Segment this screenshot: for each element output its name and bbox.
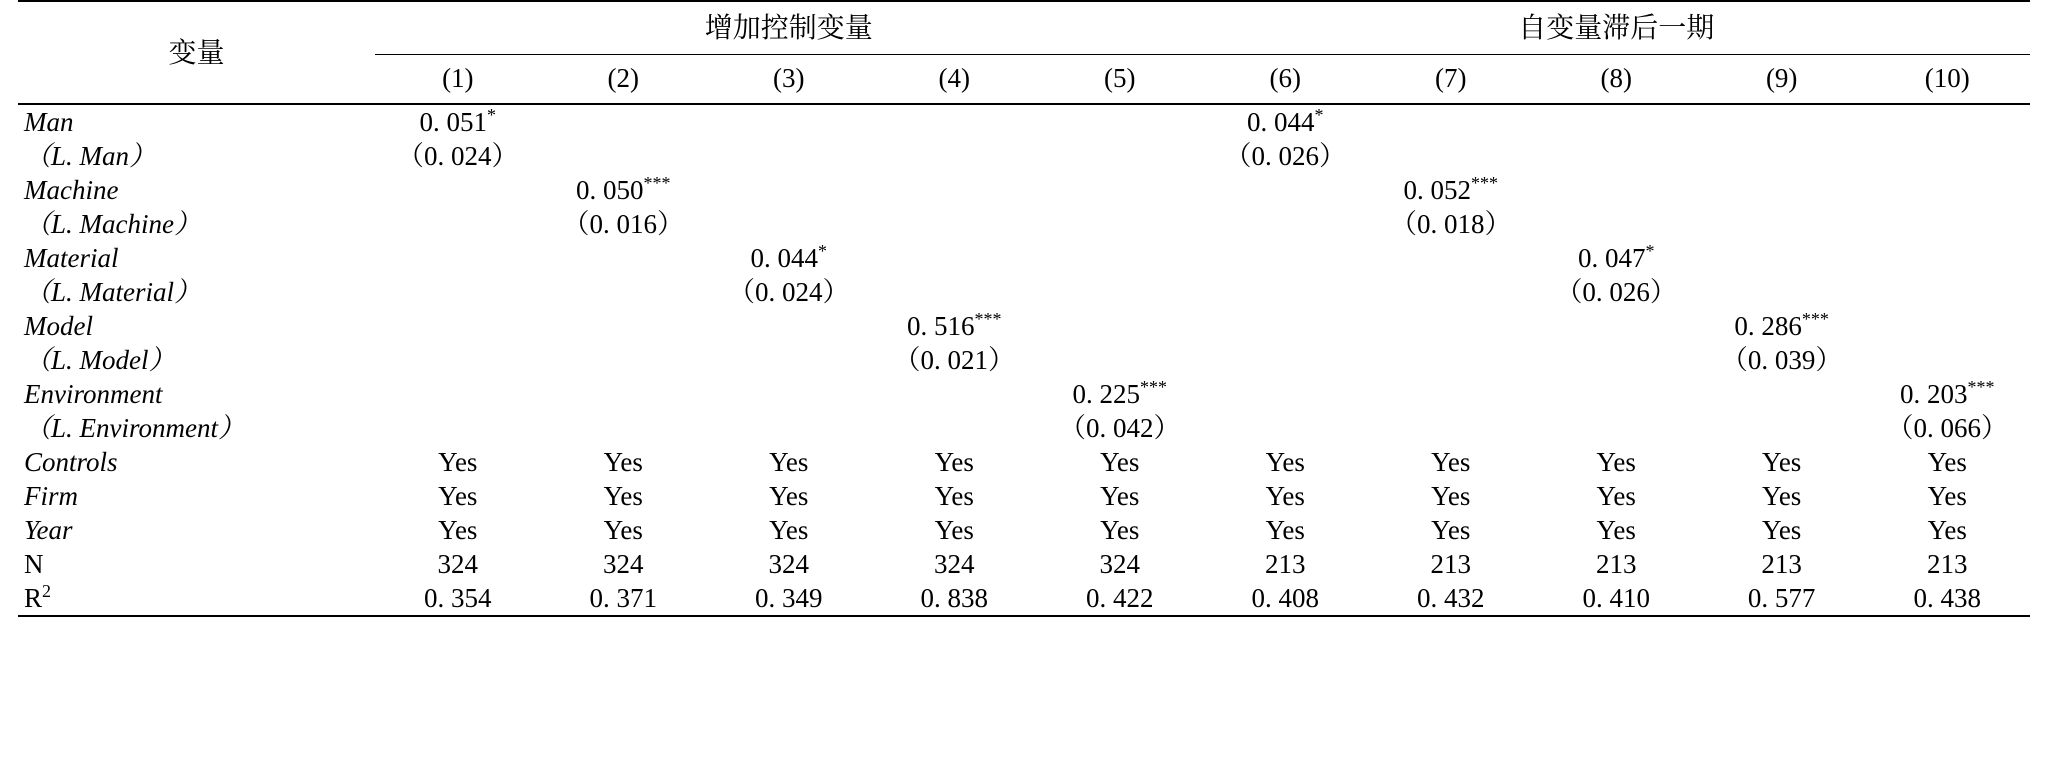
table-cell [375,377,540,411]
row-label: （L. Model） [24,344,176,375]
table-cell [1368,411,1533,445]
table-cell [1699,241,1864,275]
table-cell [541,411,706,445]
table-cell [1368,104,1533,139]
table-cell: Yes [769,514,809,545]
table-cell [541,241,706,275]
table-cell: 0. 349 [755,582,823,613]
table-cell [1699,275,1864,309]
column-number-7: (7) [1434,63,1467,94]
table-cell [1202,411,1367,445]
table-cell [1037,343,1202,377]
row-label: $R^2$ [24,580,52,613]
table-cell: Yes [1431,446,1471,477]
table-row [18,445,2030,479]
table-cell: 213 [1264,548,1306,579]
table-cell: Yes [1927,446,1967,477]
row-label: Man [18,104,375,139]
column-number-1: (1) [442,63,474,94]
rule-segment [1202,616,1367,617]
table-cell [1864,207,2030,241]
table-cell: Yes [1762,446,1802,477]
table-bottom-rule [18,616,2030,617]
table-body [18,104,2030,617]
rule-segment [706,616,871,617]
rule-segment [1699,616,1864,617]
table-cell [706,309,871,343]
table-cell [872,173,1037,207]
table-row [18,207,2030,241]
table-row [18,547,2030,581]
rule-segment [872,616,1037,617]
table-cell [1368,309,1533,343]
table-cell [706,104,871,139]
table-cell [1368,241,1533,275]
column-number-3: (3) [773,63,805,94]
table-cell [1037,104,1202,139]
table-cell [1699,377,1864,411]
table-cell [1533,173,1698,207]
regression-table [18,0,2030,617]
table-cell [872,104,1037,139]
column-number-8: (8) [1600,63,1632,94]
table-cell: Yes [438,514,478,545]
column-number-2: (2) [607,63,640,94]
rule-segment [1037,616,1202,617]
table-cell: Yes [603,480,643,511]
table-cell: （0. 039） [1720,344,1843,375]
table-row [18,104,2030,139]
table-cell: 0. 838 [920,582,988,613]
table-cell [1368,377,1533,411]
table-cell [706,343,871,377]
table-cell [1699,104,1864,139]
table-cell: Yes [1927,480,1967,511]
table-cell: （0. 024） [397,140,519,171]
row-label: （L. Man） [24,140,157,171]
table-cell [872,139,1037,173]
table-cell: Yes [1431,514,1471,545]
table-cell [541,139,706,173]
table-cell [706,377,871,411]
table-cell [1864,343,2030,377]
table-cell: Yes [934,446,974,477]
table-cell: Yes [603,446,643,477]
table-cell: 213 [1926,548,1968,579]
table-cell [1533,139,1698,173]
table-cell: 0. 225*** [1072,376,1167,409]
table-row [18,343,2030,377]
table-cell [1202,309,1367,343]
rule-segment [375,616,540,617]
table-cell [375,309,540,343]
table-cell: 213 [1430,548,1471,579]
row-label: Material [24,242,119,273]
table-cell: 0. 051* [375,104,540,139]
table-cell: 0. 047* [1577,240,1655,273]
column-number-10: (10) [1924,63,1970,94]
rule-segment [1368,616,1533,617]
table-cell [1533,377,1698,411]
table-cell [541,343,706,377]
table-cell [375,275,540,309]
table-cell: 324 [768,548,810,579]
group-header-row [18,2,2030,54]
table-cell: Yes [769,446,809,477]
table-cell [375,343,540,377]
table-cell [1202,275,1367,309]
table-cell: （0. 026） [1224,140,1346,171]
table-row [18,479,2030,513]
table-cell [375,173,540,207]
table-cell: 0. 203*** [1899,376,1995,409]
table-cell: Yes [934,514,974,545]
table-cell [1037,173,1202,207]
table-cell [375,241,540,275]
table-cell [1037,241,1202,275]
table-cell: Yes [1100,514,1140,545]
table-cell: （0. 021） [893,344,1015,375]
table-cell [1533,207,1698,241]
table-row [18,513,2030,547]
table-header [18,1,2030,104]
table-cell [1699,411,1864,445]
rule-segment [1864,616,2030,617]
table-cell: 324 [934,548,975,579]
table-cell [541,309,706,343]
table-cell: Yes [1265,446,1305,477]
table-cell [1864,173,2030,207]
rule-segment [18,616,375,617]
table-cell: 0. 354 [424,582,492,613]
row-label: （L. Environment） [24,412,245,443]
group-header-controls: 增加控制变量 [375,2,1202,54]
table-cell [872,241,1037,275]
table-cell [541,275,706,309]
table-cell [1864,104,2030,139]
table-row [18,241,2030,275]
row-label: Year [24,514,73,545]
row-label: Model [24,310,93,341]
table-cell: 0. 371 [589,582,658,613]
table-cell [541,377,706,411]
table-cell: 0. 408 [1251,582,1319,613]
table-cell [1202,207,1367,241]
table-row [18,139,2030,173]
table-cell: Yes [438,480,478,511]
table-cell: Yes [1431,480,1471,511]
table-cell [1202,241,1367,275]
table-cell: Yes [1927,514,1967,545]
table-cell: 0. 044* [1202,104,1367,139]
table-cell [1699,207,1864,241]
table-cell [1368,343,1533,377]
table-cell: Yes [1100,480,1140,511]
table-cell: 0. 432 [1416,582,1485,613]
table-cell: 0. 052*** [1403,172,1498,205]
column-number-4: (4) [938,63,970,94]
table-row [18,173,2030,207]
row-label: Firm [24,480,78,511]
table-cell: Yes [1762,514,1802,545]
row-label: Controls [24,446,118,477]
row-label: N [24,548,44,579]
row-label: Machine [24,174,119,205]
table-cell: 0. 422 [1085,582,1154,613]
row-label: Environment [24,378,163,409]
table-row [18,309,2030,343]
table-cell [1368,139,1533,173]
column-number-5: (5) [1104,63,1136,94]
rule-segment [1533,616,1698,617]
table-cell [872,207,1037,241]
table-cell [541,104,706,139]
table-cell: 0. 050*** [576,172,671,205]
table-cell: （0. 066） [1886,412,2008,443]
table-cell [1864,275,2030,309]
table-cell: 0. 044* [750,240,828,273]
table-cell [1533,309,1698,343]
table-cell: 0. 438 [1913,582,1981,613]
table-cell: Yes [1596,480,1636,511]
table-cell: Yes [934,480,974,511]
table-cell: Yes [1596,446,1636,477]
table-row [18,411,2030,445]
table-cell [706,411,871,445]
table-cell [1533,343,1698,377]
table-cell [1037,309,1202,343]
table-row [18,377,2030,411]
table-cell [375,207,540,241]
table-cell: （0. 026） [1555,276,1677,307]
table-cell [706,207,871,241]
table-cell [1864,309,2030,343]
table-cell: 213 [1595,548,1637,579]
table-cell [1699,139,1864,173]
table-cell [1533,104,1698,139]
table-cell: 324 [603,548,644,579]
table-cell [872,411,1037,445]
table-cell [1202,343,1367,377]
column-number-9: (9) [1765,63,1798,94]
table-cell: 324 [437,548,479,579]
table-cell [1037,139,1202,173]
rule-segment [541,616,706,617]
table-cell: 0. 577 [1747,582,1816,613]
group-header-lagged: 自变量滞后一期 [1202,2,2030,54]
table-cell [872,275,1037,309]
table-cell [1699,173,1864,207]
table-cell [1202,377,1367,411]
table-cell: Yes [1596,514,1636,545]
row-label: （L. Material） [24,276,202,307]
table-cell [375,411,540,445]
column-number-6: (6) [1269,63,1301,94]
table-row [18,581,2030,616]
table-cell: 213 [1761,548,1802,579]
table-cell: （0. 018） [1389,208,1512,239]
table-cell [1864,139,2030,173]
table-cell [1533,411,1698,445]
table-cell: （0. 016） [562,208,685,239]
table-cell: Yes [769,480,809,511]
table-cell: 0. 410 [1582,582,1650,613]
table-cell: Yes [603,514,643,545]
table-cell: Yes [1265,514,1305,545]
table-cell: （0. 042） [1058,412,1181,443]
table-cell: Yes [1100,446,1140,477]
table-cell: 0. 516*** [907,308,1002,341]
table-cell [706,173,871,207]
table-cell [872,377,1037,411]
table-cell [1864,241,2030,275]
table-row [18,275,2030,309]
table-cell: Yes [1265,480,1305,511]
variable-column-header: 变量 [168,36,225,68]
row-label: （L. Machine） [24,208,201,239]
table-cell: 324 [1099,548,1140,579]
table-cell [1368,275,1533,309]
table-cell: Yes [438,446,478,477]
table-cell: Yes [1762,480,1802,511]
table-cell: 0. 286*** [1734,308,1829,341]
table-cell [1037,207,1202,241]
table-cell [1202,173,1367,207]
table-cell [1037,275,1202,309]
table-cell: （0. 024） [728,276,850,307]
table-cell [706,139,871,173]
